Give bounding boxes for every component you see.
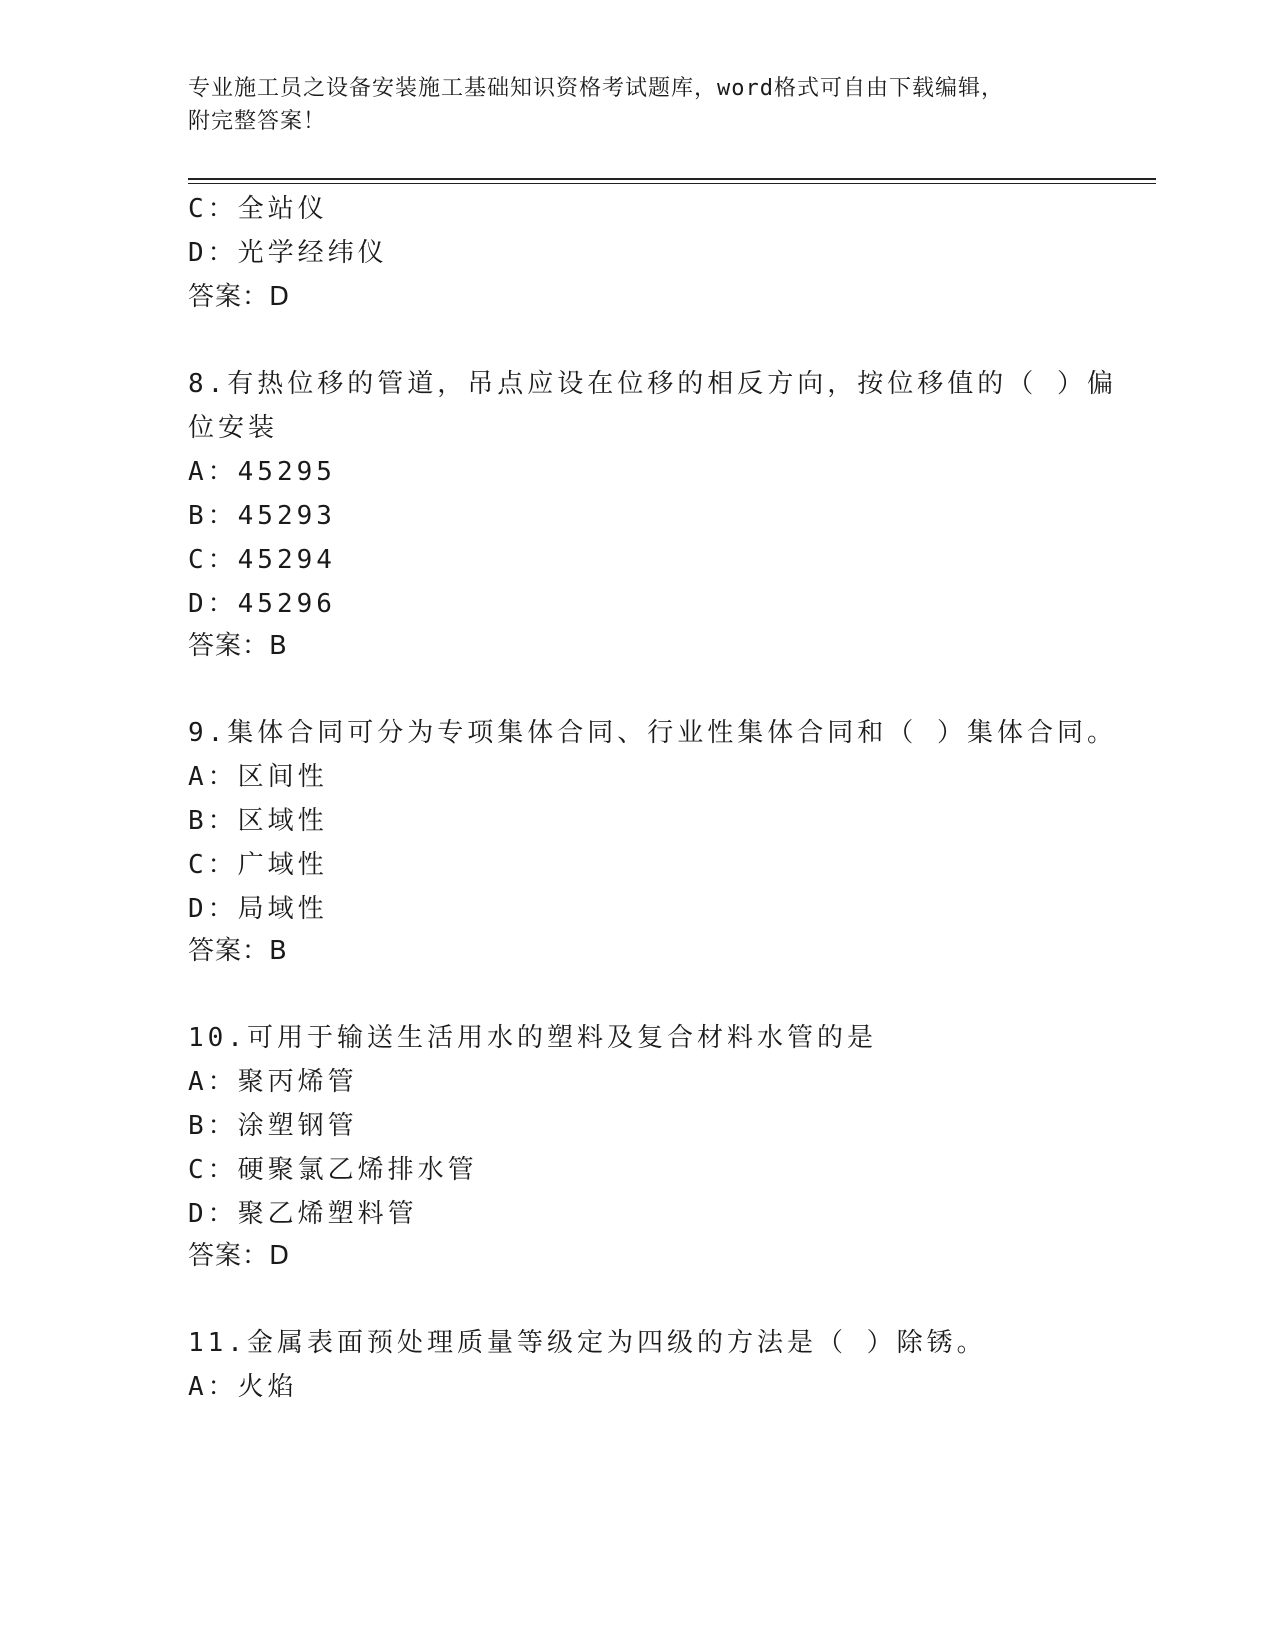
- question-stem: 9.集体合同可分为专项集体合同、行业性集体合同和（ ）集体合同。: [188, 718, 1117, 748]
- option-a: A：45295: [188, 457, 336, 487]
- question-stem: 10.可用于输送生活用水的塑料及复合材料水管的是: [188, 1023, 877, 1053]
- document-header: [188, 72, 1088, 138]
- option-c: C：全站仪: [188, 194, 328, 224]
- question-stem: 11.金属表面预处理质量等级定为四级的方法是（ ）除锈。: [188, 1328, 987, 1358]
- option-b: B：45293: [188, 501, 336, 531]
- option-d: D：45296: [188, 589, 336, 619]
- option-a: A：聚丙烯管: [188, 1067, 358, 1097]
- header-line-2: 附完整答案！: [188, 109, 327, 134]
- answer-line: 答案：D: [188, 1241, 291, 1271]
- answer-line: 答案：D: [188, 282, 291, 312]
- option-d: D：局域性: [188, 894, 328, 924]
- option-c: C：硬聚氯乙烯排水管: [188, 1155, 478, 1185]
- header-line-1: 专业施工员之设备安装施工基础知识资格考试题库，word格式可自由下载编辑，: [188, 76, 1004, 101]
- option-d: D：聚乙烯塑料管: [188, 1199, 418, 1229]
- question-stem-continued: 位安装: [188, 413, 279, 443]
- option-d: D：光学经纬仪: [188, 238, 388, 268]
- option-a: A：区间性: [188, 762, 328, 792]
- question-stem: 8.有热位移的管道，吊点应设在位移的相反方向，按位移值的（ ）偏: [188, 369, 1117, 399]
- option-b: B：区域性: [188, 806, 328, 836]
- option-b: B：涂塑钢管: [188, 1111, 358, 1141]
- option-c: C：45294: [188, 545, 336, 575]
- answer-line: 答案：B: [188, 631, 288, 661]
- answer-line: 答案：B: [188, 936, 288, 966]
- option-c: C：广域性: [188, 850, 328, 880]
- header-divider-thin: [188, 183, 1156, 184]
- option-a: A：火焰: [188, 1372, 298, 1402]
- header-divider-thick: [188, 178, 1156, 180]
